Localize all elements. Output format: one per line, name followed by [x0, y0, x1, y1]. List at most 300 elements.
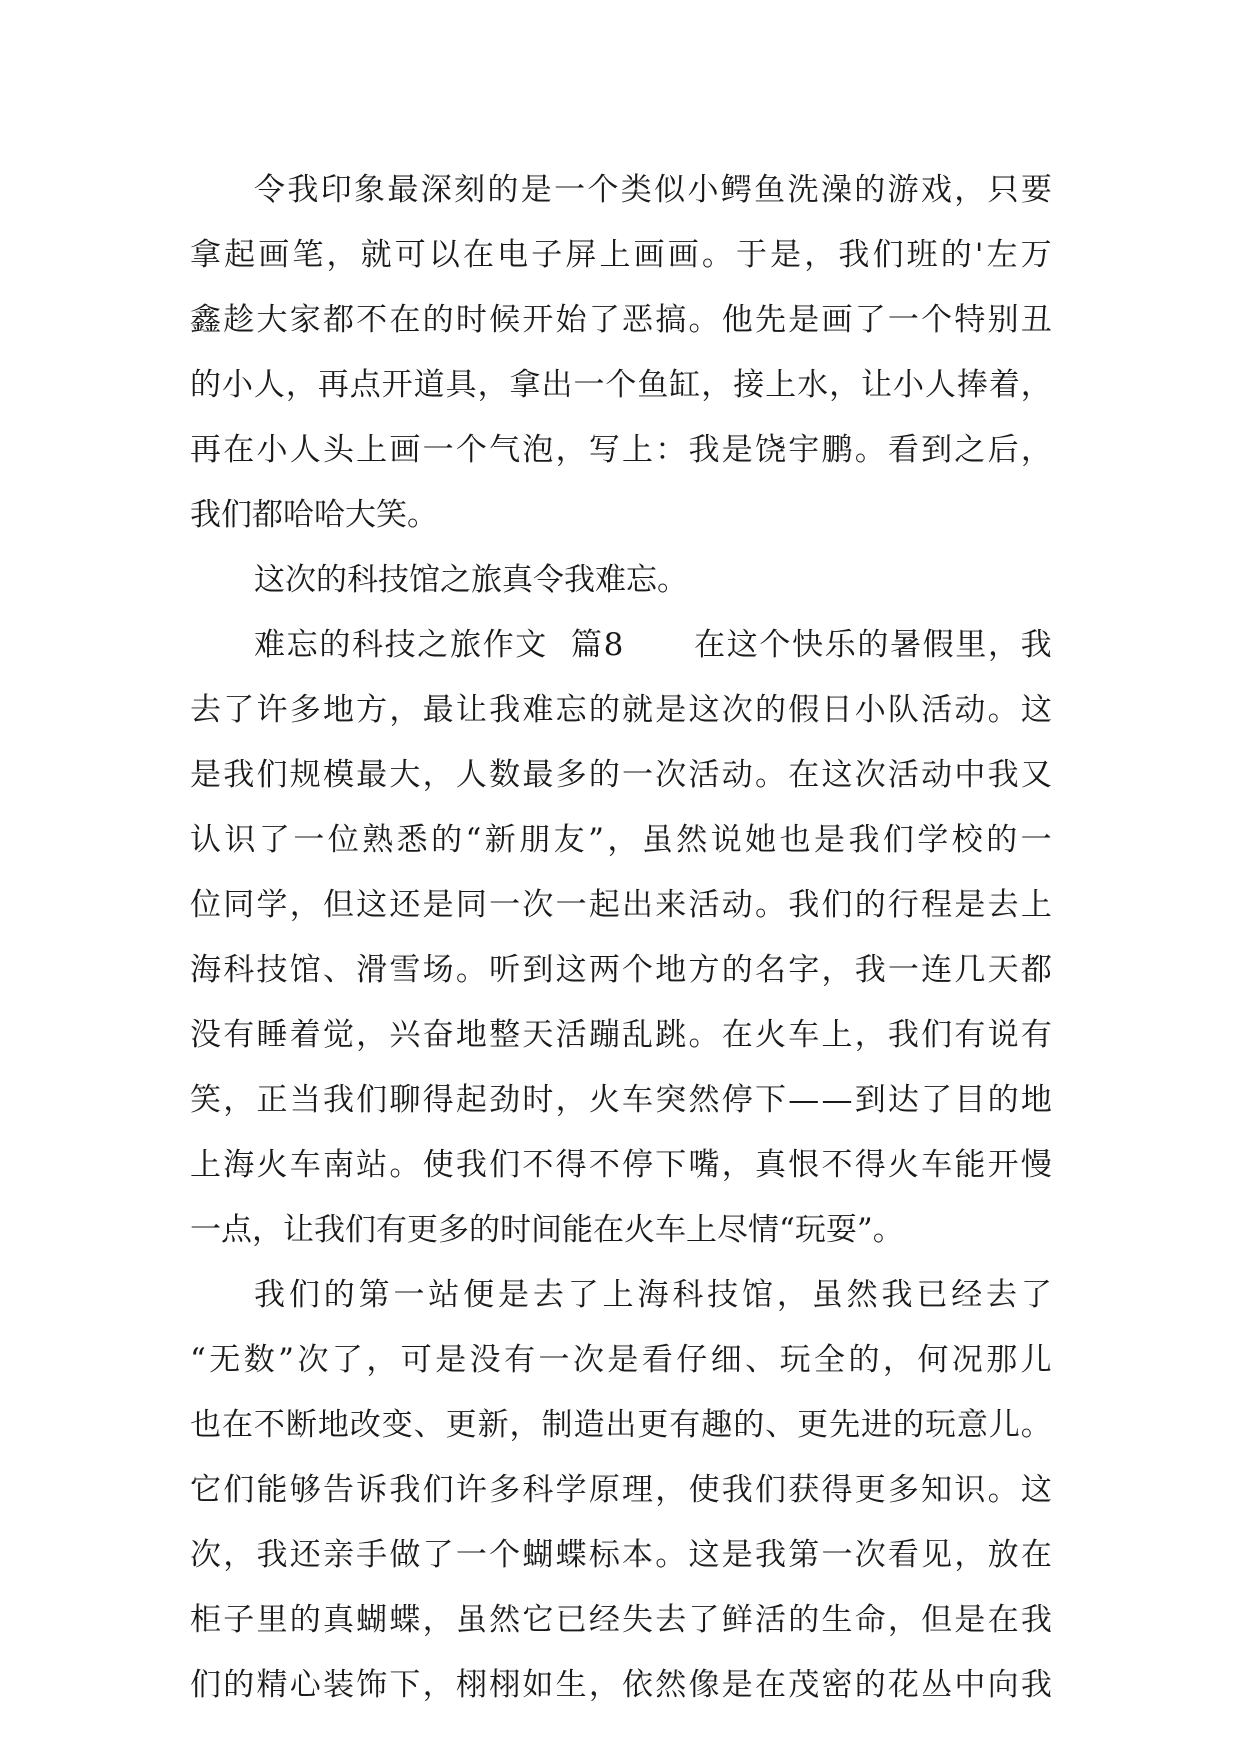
text-char: ，: [326, 237, 358, 273]
text-char: 火: [256, 1147, 288, 1183]
text-char: 鱼: [637, 367, 669, 403]
text-char: ”: [278, 1342, 295, 1378]
text-char: 不: [356, 302, 388, 338]
text-char: 以: [428, 237, 460, 273]
text-char: 我: [881, 1277, 913, 1313]
text-char: 特: [954, 302, 986, 338]
text-char: 着: [988, 367, 1020, 403]
text-char: 不: [253, 1407, 285, 1443]
text-char: 馆: [742, 1277, 774, 1313]
text-char: 小: [687, 172, 719, 208]
text-char: —: [788, 1082, 820, 1118]
text-char: 我: [854, 952, 886, 988]
text-char: 的: [223, 1667, 255, 1703]
text-char: 告: [322, 1472, 354, 1508]
text-char: 劲: [489, 1082, 521, 1118]
text-char: 原: [588, 1472, 620, 1508]
text-char: 我: [223, 757, 255, 793]
text-char: 宇: [788, 432, 820, 468]
text-char: ，: [804, 237, 836, 273]
text-char: 造: [573, 1407, 605, 1443]
text-char: 儿: [1020, 1342, 1052, 1378]
text-char: 天: [522, 1017, 554, 1053]
text-char: 有: [954, 1017, 986, 1053]
text-char: 、: [765, 1407, 797, 1443]
text-char: 上: [765, 367, 797, 403]
text-char: 们: [882, 822, 914, 858]
text-char: 许: [256, 692, 288, 728]
text-char: ，: [422, 1602, 454, 1638]
text-char: 然: [688, 1082, 720, 1118]
text-char: 的: [487, 172, 519, 208]
text-char: 名: [754, 952, 786, 988]
text-char: 是: [721, 1537, 753, 1573]
text-char: 能: [256, 1472, 288, 1508]
text-char: 上: [821, 1017, 853, 1053]
text-char: 是: [498, 1277, 530, 1313]
text-char: 活: [921, 692, 953, 728]
text-char: 几: [954, 952, 986, 988]
text-char: 们: [422, 1472, 454, 1508]
text-char: ，: [829, 367, 861, 403]
text-char: 理: [622, 1472, 654, 1508]
text-char: 得: [821, 1472, 853, 1508]
text-char: 海: [637, 1277, 669, 1313]
text-char: 个: [587, 172, 619, 208]
text-char: 真: [322, 1602, 354, 1638]
text-char: 说: [987, 1017, 1019, 1053]
text-line: [190, 1133, 1052, 1198]
text-char: 去: [986, 1277, 1018, 1313]
text-char: 是: [788, 302, 820, 338]
text-char: 无: [209, 1342, 241, 1378]
text-char: 车: [788, 1017, 820, 1053]
text-char: 地: [322, 692, 354, 728]
text-char: 天: [987, 952, 1019, 988]
text-char: 这: [688, 692, 720, 728]
text-char: 见: [921, 1537, 953, 1573]
text-char: 的: [854, 172, 886, 208]
text-char: 都: [322, 302, 354, 338]
text-char: 再: [317, 367, 349, 403]
text-char: 有: [669, 1407, 701, 1443]
text-char: “: [465, 822, 482, 858]
text-char: 戏: [920, 172, 952, 208]
text-char: 经: [951, 1277, 983, 1313]
text-char: 是: [721, 432, 753, 468]
text-char: 一: [393, 1277, 425, 1313]
text-char: 还: [389, 887, 421, 923]
text-char: 队: [887, 692, 919, 728]
text-char: 位: [327, 822, 359, 858]
text-char: 细: [710, 1342, 742, 1378]
text-char: 。: [987, 692, 1019, 728]
text-char: 况: [951, 1342, 983, 1378]
text-char: 次: [522, 887, 554, 923]
text-char: 刻: [454, 172, 486, 208]
text-char: 们: [256, 757, 288, 793]
text-char: 先: [829, 1407, 861, 1443]
text-char: ，: [701, 367, 733, 403]
text-char: 鑫: [190, 302, 221, 338]
text-char: 鱼: [754, 172, 786, 208]
text-char: 下: [754, 1082, 786, 1118]
text-char: 不: [522, 1147, 554, 1183]
text-char: 小: [892, 367, 924, 403]
text-char: 花: [887, 1667, 919, 1703]
text-char: [637, 613, 647, 678]
text-char: 这: [726, 627, 758, 663]
text-char: 手: [356, 1537, 388, 1573]
text-char: 中: [954, 1667, 986, 1703]
text-char: 我: [788, 887, 820, 923]
text-char: 了: [854, 302, 886, 338]
text-char: 小: [854, 692, 886, 728]
text-char: 地: [317, 1407, 349, 1443]
text-char: 方: [688, 952, 720, 988]
text-char: ，: [389, 692, 421, 728]
text-char: [625, 613, 635, 678]
text-line: [190, 808, 1052, 873]
text-char: 识: [954, 1472, 986, 1508]
text-char: 。: [389, 1147, 421, 1183]
text-char: 玩: [924, 1407, 956, 1443]
text-char: 还: [289, 1537, 321, 1573]
text-char: 气: [489, 432, 521, 468]
text-char: 时: [455, 302, 487, 338]
text-char: 画: [821, 302, 853, 338]
text-char: 车: [622, 1082, 654, 1118]
text-char: 第: [358, 1277, 390, 1313]
text-char: 就: [622, 692, 654, 728]
text-line: [190, 1653, 1052, 1718]
text-char: 动: [954, 692, 986, 728]
text-char: 下: [389, 1667, 421, 1703]
text-char: 科: [672, 1277, 704, 1313]
text-char: 的: [754, 692, 786, 728]
text-char: 场: [422, 952, 454, 988]
essay-heading-line: [190, 613, 1052, 678]
text-char: 本: [622, 1537, 654, 1573]
text-char: 科: [351, 627, 383, 663]
text-char: 可: [394, 237, 426, 273]
text-char: 我: [848, 822, 880, 858]
text-line: [190, 1328, 1052, 1393]
text-char: 日: [821, 692, 853, 728]
text-char: 之: [954, 432, 986, 468]
text-char: 上: [356, 432, 388, 468]
text-char: 亲: [322, 1537, 354, 1573]
text-char: 诉: [356, 1472, 388, 1508]
text-char: 更: [854, 1472, 886, 1508]
text-char: 一: [573, 367, 605, 403]
text-char: 密: [821, 1667, 853, 1703]
text-char: 去: [987, 887, 1019, 923]
text-char: 画: [633, 237, 665, 273]
text-char: 断: [285, 1407, 317, 1443]
text-line: 我们都哈哈大笑。: [190, 497, 438, 533]
text-char: 然: [489, 1602, 521, 1638]
text-char: 出: [541, 367, 573, 403]
text-char: 我: [721, 1472, 753, 1508]
text-char: 然: [655, 1667, 687, 1703]
text-line: [190, 1263, 1052, 1328]
text-char: 数: [243, 1342, 275, 1378]
text-char: 澡: [820, 172, 852, 208]
text-char: ，: [422, 757, 454, 793]
text-char: 只: [987, 172, 1019, 208]
text-char: 印: [320, 172, 352, 208]
text-char: 时: [522, 1082, 554, 1118]
text-char: 不: [588, 1147, 620, 1183]
text-char: 生: [821, 1602, 853, 1638]
text-char: 友: [553, 822, 585, 858]
text-char: 觉: [322, 1017, 354, 1053]
text-char: 正: [256, 1082, 288, 1118]
text-char: 始: [555, 302, 587, 338]
text-char: 们: [872, 237, 904, 273]
text-char: ，: [555, 432, 587, 468]
text-char: 快: [792, 627, 824, 663]
text-char: 一: [887, 952, 919, 988]
text-char: 个: [921, 302, 953, 338]
text-char: 们: [288, 1277, 320, 1313]
text-char: 再: [190, 432, 221, 468]
text-char: 。: [854, 432, 886, 468]
text-char: 我: [688, 432, 720, 468]
text-char: 有: [223, 1017, 255, 1053]
text-char: 地: [455, 1017, 487, 1053]
text-char: 它: [522, 1602, 554, 1638]
text-char: 的: [323, 1277, 355, 1313]
text-char: 他: [721, 302, 753, 338]
text-char: 海: [190, 952, 221, 988]
text-char: 着: [289, 1017, 321, 1053]
text-char: 真: [754, 1147, 786, 1183]
text-char: 了: [331, 1342, 363, 1378]
text-char: 看: [887, 1537, 919, 1573]
text-char: 里: [955, 627, 987, 663]
text-char: 我: [322, 1082, 354, 1118]
text-char: 蝶: [555, 1537, 587, 1573]
text-char: ，: [954, 172, 986, 208]
text-char: 们: [754, 1472, 786, 1508]
text-char: 次: [297, 1342, 329, 1378]
text-char: 电: [497, 237, 529, 273]
text-char: 做: [389, 1537, 421, 1573]
text-char: 新: [484, 822, 516, 858]
text-char: 就: [360, 237, 392, 273]
text-char: 慢: [1020, 1147, 1052, 1183]
text-char: 画: [667, 237, 699, 273]
text-char: ，: [1020, 432, 1052, 468]
text-char: 笑: [190, 1082, 221, 1118]
text-char: 连: [921, 952, 953, 988]
text-char: 子: [531, 237, 563, 273]
text-char: 突: [655, 1082, 687, 1118]
text-char: 位: [190, 887, 221, 923]
text-char: 虽: [641, 822, 673, 858]
text-char: 次: [655, 757, 687, 793]
text-char: 人: [253, 367, 285, 403]
text-char: 的: [854, 887, 886, 923]
text-char: 要: [1020, 172, 1052, 208]
text-char: 是: [770, 237, 802, 273]
text-char: 那: [986, 1342, 1018, 1378]
text-char: 没: [190, 1017, 221, 1053]
text-char: 是: [954, 887, 986, 923]
text-char: ，: [289, 887, 321, 923]
text-char: [548, 613, 558, 678]
text-char: 站: [356, 1147, 388, 1183]
text-char: 都: [1020, 952, 1052, 988]
text-char: 象: [354, 172, 386, 208]
text-char: 是: [422, 887, 454, 923]
text-line: [190, 223, 1052, 288]
text-char: 蝶: [389, 1602, 421, 1638]
text-char: 没: [469, 1342, 501, 1378]
text-char: ，: [223, 1082, 255, 1118]
text-char: 暑: [890, 627, 922, 663]
text-char: 虽: [811, 1277, 843, 1313]
text-char: 最: [422, 692, 454, 728]
text-char: 够: [289, 1472, 321, 1508]
text-char: 技: [384, 627, 416, 663]
text-char: 活: [688, 887, 720, 923]
text-char: 同: [223, 887, 255, 923]
text-char: [671, 613, 681, 678]
text-char: [559, 613, 569, 678]
text-char: 一: [489, 887, 521, 923]
text-char: 我: [754, 1537, 786, 1573]
text-char: 次: [572, 1342, 604, 1378]
text-line: 这次的科技馆之旅真令我难忘。: [254, 562, 688, 598]
text-char: 我: [987, 757, 1019, 793]
text-char: 里: [256, 1602, 288, 1638]
text-char: 。: [754, 887, 786, 923]
text-char: 看: [887, 432, 919, 468]
text-char: 也: [779, 822, 811, 858]
text-char: 有: [1020, 1017, 1052, 1053]
text-char: 恨: [788, 1147, 820, 1183]
text-char: 不: [821, 1147, 853, 1183]
text-char: ，: [509, 1407, 541, 1443]
text-char: 我: [489, 692, 521, 728]
text-char: 规: [289, 757, 321, 793]
text-char: 出: [605, 1407, 637, 1443]
text-char: 是: [435, 1342, 467, 1378]
text-char: [660, 613, 670, 678]
text-char: 全: [814, 1342, 846, 1378]
text-char: 是: [607, 1342, 639, 1378]
text-char: 头: [322, 432, 354, 468]
text-char: 在: [788, 757, 820, 793]
text-char: 个: [489, 1537, 521, 1573]
text-char: 。: [1020, 1407, 1052, 1443]
text-char: 车: [289, 1147, 321, 1183]
text-char: 一: [422, 432, 454, 468]
text-char: 说: [710, 822, 742, 858]
text-char: 活: [754, 1602, 786, 1638]
text-char: 火: [588, 1082, 620, 1118]
text-char: 悉: [396, 822, 428, 858]
text-char: 。: [655, 1537, 687, 1573]
text-char: ，: [987, 627, 1019, 663]
text-char: 了: [422, 1537, 454, 1573]
text-char: 一: [538, 1342, 570, 1378]
text-char: 去: [190, 692, 221, 728]
text-char: 是: [655, 692, 687, 728]
text-line: [190, 873, 1052, 938]
text-char: 获: [788, 1472, 820, 1508]
text-char: ，: [607, 822, 639, 858]
text-char: ，: [223, 1537, 255, 1573]
text-char: 之: [417, 627, 449, 663]
text-char: 一: [293, 822, 325, 858]
text-line: [190, 353, 1052, 418]
text-char: 恶: [622, 302, 654, 338]
text-char: 接: [733, 367, 765, 403]
text-char: 在: [987, 1602, 1019, 1638]
text-char: 动: [721, 757, 753, 793]
text-char: 多: [887, 1472, 919, 1508]
text-char: 先: [754, 302, 786, 338]
text-char: 茂: [788, 1667, 820, 1703]
text-char: 们: [356, 1082, 388, 1118]
text-char: 个: [455, 432, 487, 468]
text-char: 可: [400, 1342, 432, 1378]
text-char: 作: [482, 627, 514, 663]
text-char: ，: [285, 367, 317, 403]
text-char: 栩: [489, 1667, 521, 1703]
text-char: ，: [477, 367, 509, 403]
text-char: 于: [736, 237, 767, 273]
text-char: 的: [854, 1667, 886, 1703]
text-line: [190, 678, 1052, 743]
text-char: 在: [463, 237, 494, 273]
text-char: 学: [256, 887, 288, 923]
text-char: 生: [555, 1667, 587, 1703]
text-char: 睡: [256, 1017, 288, 1053]
text-char: 使: [422, 1147, 454, 1183]
text-char: 车: [921, 1147, 953, 1183]
text-char: 当: [289, 1082, 321, 1118]
text-char: 一: [887, 302, 919, 338]
text-char: 活: [887, 757, 919, 793]
text-char: 鹏: [821, 432, 853, 468]
text-char: 蹦: [588, 1017, 620, 1053]
text-char: 在: [223, 432, 255, 468]
text-char: 地: [1020, 1082, 1052, 1118]
text-line: [190, 743, 1052, 808]
text-char: 人: [455, 757, 487, 793]
text-line: [190, 288, 1052, 353]
text-char: 跳: [655, 1017, 687, 1053]
text-char: 起: [224, 237, 256, 273]
text-char: 开: [381, 367, 413, 403]
text-char: 更: [797, 1407, 829, 1443]
text-char: 得: [854, 1147, 886, 1183]
text-char: 。: [688, 302, 720, 338]
text-char: 停: [622, 1147, 654, 1183]
text-char: 它: [190, 1472, 221, 1508]
text-char: 类: [620, 172, 652, 208]
text-char: 整: [489, 1017, 521, 1053]
text-char: 活: [555, 1017, 587, 1053]
text-char: 放: [987, 1537, 1019, 1573]
text-char: 让: [861, 367, 893, 403]
text-char: 、: [745, 1342, 777, 1378]
